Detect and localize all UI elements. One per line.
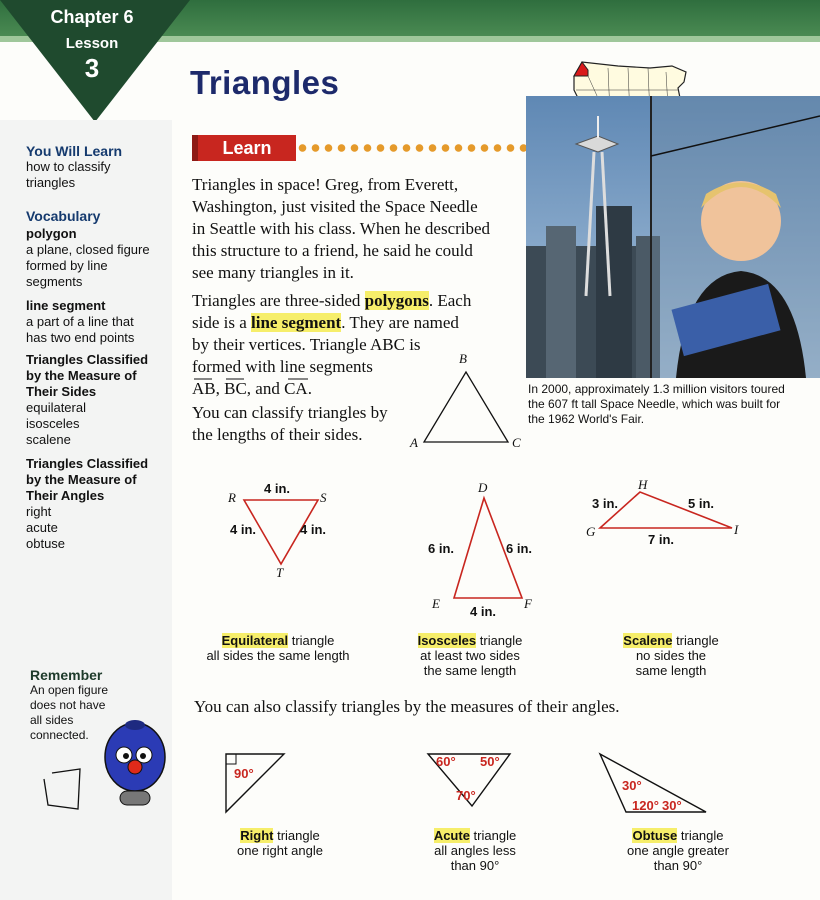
text: . They are named bbox=[341, 313, 459, 332]
caption-desc: one angle greater bbox=[627, 843, 729, 858]
angles-intro: You can also classify triangles by the measures of their angles. bbox=[194, 697, 620, 716]
vertex-d: D bbox=[478, 480, 488, 495]
obtuse-term: Obtuse bbox=[632, 828, 678, 843]
remember-text: connected. bbox=[30, 728, 89, 742]
angle-label: 90° bbox=[234, 766, 254, 781]
vocab-heading-sides: by the Measure of bbox=[26, 368, 137, 383]
def-line: AB, BC, and CA. bbox=[192, 379, 312, 398]
vocab-item: isosceles bbox=[26, 416, 80, 431]
classify-line: the lengths of their sides. bbox=[192, 425, 363, 444]
text: triangle bbox=[677, 828, 724, 843]
caption-desc: all angles less bbox=[434, 843, 516, 858]
text: Triangles are three-sided bbox=[192, 291, 365, 310]
vocab-heading-angles: Triangles Classified bbox=[26, 456, 149, 471]
side-length: 4 in. bbox=[300, 522, 327, 537]
side-length: 4 in. bbox=[470, 604, 497, 619]
isosceles-caption bbox=[395, 633, 545, 678]
vertex-f: F bbox=[524, 596, 532, 611]
right-triangle bbox=[222, 750, 292, 816]
side-length: 6 in. bbox=[506, 541, 533, 556]
remember-text: all sides bbox=[30, 713, 74, 727]
vocab-def: has two end points bbox=[26, 330, 135, 345]
vocab-item: right bbox=[26, 504, 52, 519]
lesson-label: Lesson bbox=[65, 35, 119, 52]
photo-caption: In 2000, approximately 1.3 million visitors toured the 607 ft tall Space Needle, which was built for the 1962 World's Fair. bbox=[528, 382, 785, 426]
sidebar-content bbox=[26, 143, 171, 552]
text: triangle bbox=[476, 633, 523, 648]
equilateral-caption bbox=[188, 633, 368, 663]
remember-heading: Remember bbox=[30, 667, 103, 683]
will-learn-text: how to classify bbox=[26, 159, 111, 174]
side-length: 5 in. bbox=[688, 496, 715, 511]
caption-desc: the same length bbox=[423, 663, 517, 678]
vocab-item: acute bbox=[26, 520, 58, 535]
vocab-heading-angles: Their Angles bbox=[26, 488, 105, 503]
intro-line: Triangles in space! Greg, from Everett, bbox=[192, 175, 459, 194]
will-learn-heading: You Will Learn bbox=[26, 143, 123, 159]
caption-desc: than 90° bbox=[653, 858, 703, 873]
caption-desc: all sides the same length bbox=[206, 648, 350, 663]
text: triangle bbox=[273, 828, 320, 843]
classify-paragraph bbox=[192, 402, 432, 446]
vertex-c: C bbox=[512, 435, 521, 450]
acute-caption bbox=[400, 828, 550, 873]
acute-term: Acute bbox=[433, 828, 470, 843]
def-line: formed with line segments bbox=[192, 357, 373, 376]
page-title: Triangles bbox=[190, 64, 340, 101]
vertex-t: T bbox=[276, 565, 284, 580]
vocab-heading-sides: Triangles Classified bbox=[26, 352, 149, 367]
side-length: 4 in. bbox=[264, 481, 291, 496]
vertex-b: B bbox=[459, 351, 467, 366]
vocab-def: a plane, closed figure bbox=[26, 242, 150, 257]
will-learn-text: triangles bbox=[26, 175, 76, 190]
caption-desc: no sides the bbox=[635, 648, 707, 663]
chapter-label: Chapter 6 bbox=[50, 7, 134, 27]
side-length: 6 in. bbox=[428, 541, 455, 556]
right-caption bbox=[200, 828, 360, 858]
vertex-s: S bbox=[320, 490, 327, 505]
caption-desc: than 90° bbox=[450, 858, 500, 873]
angle-label: 50° bbox=[480, 754, 500, 769]
vocab-def: segments bbox=[26, 274, 83, 289]
vocab-heading: Vocabulary bbox=[26, 208, 101, 224]
side-length: 7 in. bbox=[648, 532, 675, 547]
vocab-heading-angles: by the Measure of bbox=[26, 472, 137, 487]
scalene-term: Scalene bbox=[623, 633, 673, 648]
vocab-item: scalene bbox=[26, 432, 71, 447]
scalene-caption bbox=[596, 633, 746, 678]
vertex-r: R bbox=[228, 490, 236, 505]
lesson-number: 3 bbox=[84, 53, 100, 83]
remember-text: does not have bbox=[30, 698, 106, 712]
text: . Each bbox=[428, 291, 472, 310]
segment-overlines bbox=[192, 376, 332, 382]
angle-label: 30° bbox=[622, 778, 642, 793]
vertex-e: E bbox=[432, 596, 440, 611]
vertex-i: I bbox=[734, 522, 739, 537]
classify-line: You can classify triangles by bbox=[192, 403, 388, 422]
obtuse-caption bbox=[598, 828, 758, 873]
vocab-item: obtuse bbox=[26, 536, 66, 551]
line-segment-highlight: line segment bbox=[251, 313, 342, 332]
remember-text: An open figure bbox=[30, 683, 109, 697]
space-needle-photo bbox=[526, 96, 820, 378]
text: triangle bbox=[469, 828, 517, 843]
vertex-a: A bbox=[410, 435, 418, 450]
text: triangle bbox=[288, 633, 335, 648]
learn-badge: Learn bbox=[192, 135, 296, 161]
side-length: 3 in. bbox=[592, 496, 619, 511]
right-term: Right bbox=[240, 828, 274, 843]
angle-label: 70° bbox=[456, 788, 476, 803]
caption-desc: same length bbox=[635, 663, 707, 678]
intro-line: in Seattle with his class. When he described bbox=[192, 219, 491, 238]
text: triangle bbox=[672, 633, 719, 648]
text: side is a bbox=[192, 313, 252, 332]
polygons-highlight: polygons bbox=[364, 291, 429, 310]
intro-line: see many triangles in it. bbox=[192, 263, 354, 282]
vocab-item: equilateral bbox=[26, 400, 86, 415]
side-length: 4 in. bbox=[230, 522, 257, 537]
vocab-term: line segment bbox=[26, 298, 106, 313]
open-figure-icon bbox=[40, 765, 88, 815]
angle-label: 120° bbox=[632, 798, 659, 813]
caption-desc: one right angle bbox=[236, 843, 323, 858]
vocab-def: formed by line bbox=[26, 258, 108, 273]
intro-paragraph bbox=[192, 174, 522, 284]
vertex-h: H bbox=[638, 477, 648, 492]
vocab-def: a part of a line that bbox=[26, 314, 134, 329]
vertex-g: G bbox=[586, 524, 596, 539]
angle-label: 30° bbox=[662, 798, 682, 813]
equilateral-term: Equilateral bbox=[221, 633, 289, 648]
vocab-heading-sides: Their Sides bbox=[26, 384, 97, 399]
caption-desc: at least two sides bbox=[420, 648, 520, 663]
angle-label: 60° bbox=[436, 754, 456, 769]
intro-line: this structure to a friend, he said he could bbox=[192, 241, 473, 260]
def-line: by their vertices. Triangle ABC is bbox=[192, 335, 421, 354]
vocab-term: polygon bbox=[26, 226, 77, 241]
mascot-icon bbox=[100, 715, 170, 815]
intro-line: Washington, just visited the Space Needle bbox=[192, 197, 478, 216]
isosceles-term: Isosceles bbox=[417, 633, 477, 648]
